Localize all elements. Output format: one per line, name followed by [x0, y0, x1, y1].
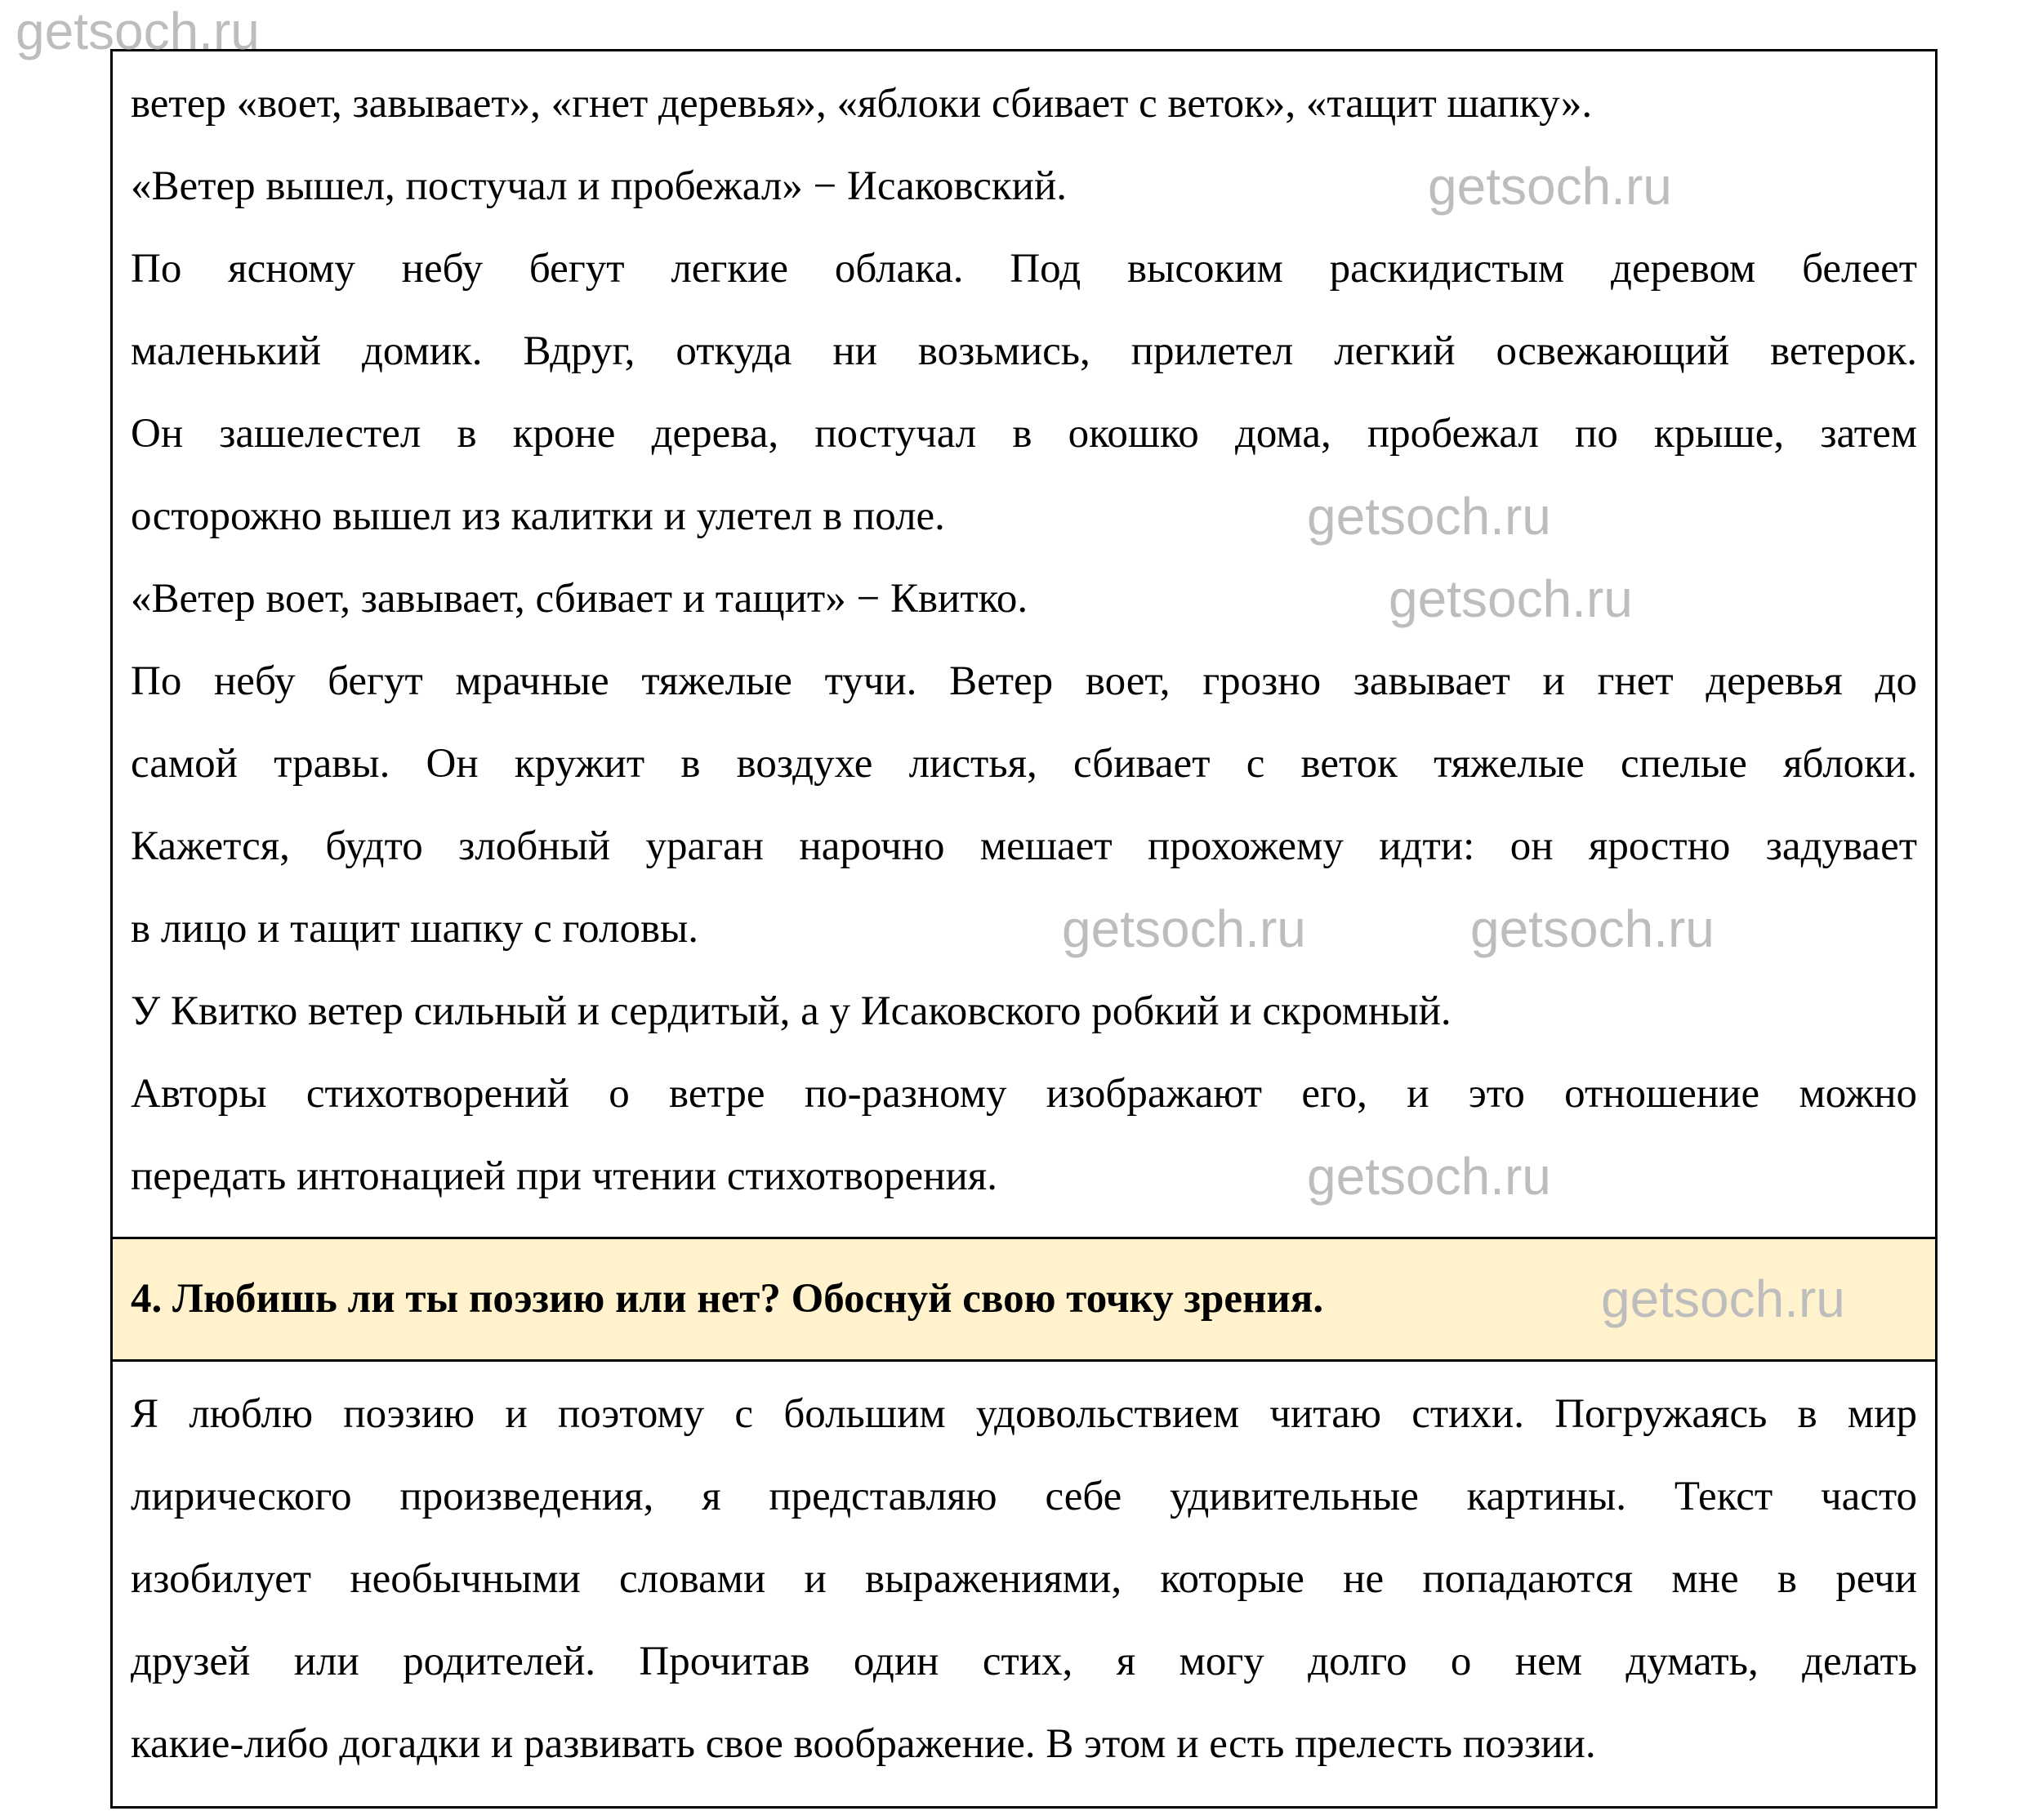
- text-line: Кажется, будто злобный ураган нарочно мешает прохожему идти: он яростно задувает: [131, 823, 1917, 869]
- watermark: getsoch.ru: [1601, 1269, 1845, 1328]
- text-line: «Ветер воет, завывает, сбивает и тащит» − Квитко.: [131, 576, 1028, 622]
- text-line: Я люблю поэзию и поэтому с большим удовольствием читаю стихи. Погружаясь в мир: [131, 1391, 1917, 1437]
- answer-cell: [113, 1373, 1935, 1786]
- text-line: изобилует необычными словами и выражениями, которые не попадаются мне в речи: [131, 1556, 1917, 1602]
- question-header: [113, 1237, 1935, 1362]
- text-line: осторожно вышел из калитки и улетел в поле.: [131, 493, 945, 539]
- watermark: getsoch.ru: [1428, 157, 1672, 216]
- question-title: 4. Любишь ли ты поэзию или нет? Обоснуй свою точку зрения.: [131, 1276, 1324, 1322]
- text-line: Он зашелестел в кроне дерева, постучал в окошко дома, пробежал по крыше, затем: [131, 411, 1917, 457]
- text-line: Авторы стихотворений о ветре по-разному изображают его, и это отношение можно: [131, 1071, 1917, 1117]
- text-line: маленький домик. Вдруг, откуда ни возьмись, прилетел легкий освежающий ветерок.: [131, 328, 1917, 374]
- watermark: getsoch.ru: [1307, 1147, 1551, 1206]
- answer-table: [110, 49, 1938, 1809]
- watermark: getsoch.ru: [1307, 487, 1551, 546]
- watermark: getsoch.ru: [1389, 569, 1633, 628]
- watermark: getsoch.ru: [1062, 899, 1306, 958]
- watermark: getsoch.ru: [1470, 899, 1715, 958]
- text-line: По небу бегут мрачные тяжелые тучи. Ветер воет, грозно завывает и гнет деревья до: [131, 658, 1917, 704]
- text-line: У Квитко ветер сильный и сердитый, а у Исаковского робкий и скромный.: [131, 988, 1452, 1034]
- previous-answer-cell: [113, 63, 1935, 1218]
- text-line: друзей или родителей. Прочитав один стих, я могу долго о нем думать, делать: [131, 1639, 1917, 1684]
- watermark: getsoch.ru: [16, 2, 260, 60]
- text-line: ветер «воет, завывает», «гнет деревья», «яблоки сбивает с веток», «тащит шапку».: [131, 81, 1593, 127]
- text-line: в лицо и тащит шапку с головы.: [131, 906, 699, 952]
- text-line: самой травы. Он кружит в воздухе листья, сбивает с веток тяжелые спелые яблоки.: [131, 741, 1917, 787]
- text-line: передать интонацией при чтении стихотворения.: [131, 1153, 997, 1199]
- text-line: По ясному небу бегут легкие облака. Под высоким раскидистым деревом белеет: [131, 246, 1917, 292]
- text-line: лирического произведения, я представляю себе удивительные картины. Текст часто: [131, 1474, 1917, 1519]
- text-line: какие-либо догадки и развивать свое воображение. В этом и есть прелесть поэзии.: [131, 1721, 1596, 1767]
- text-line: «Ветер вышел, постучал и пробежал» − Исаковский.: [131, 163, 1068, 209]
